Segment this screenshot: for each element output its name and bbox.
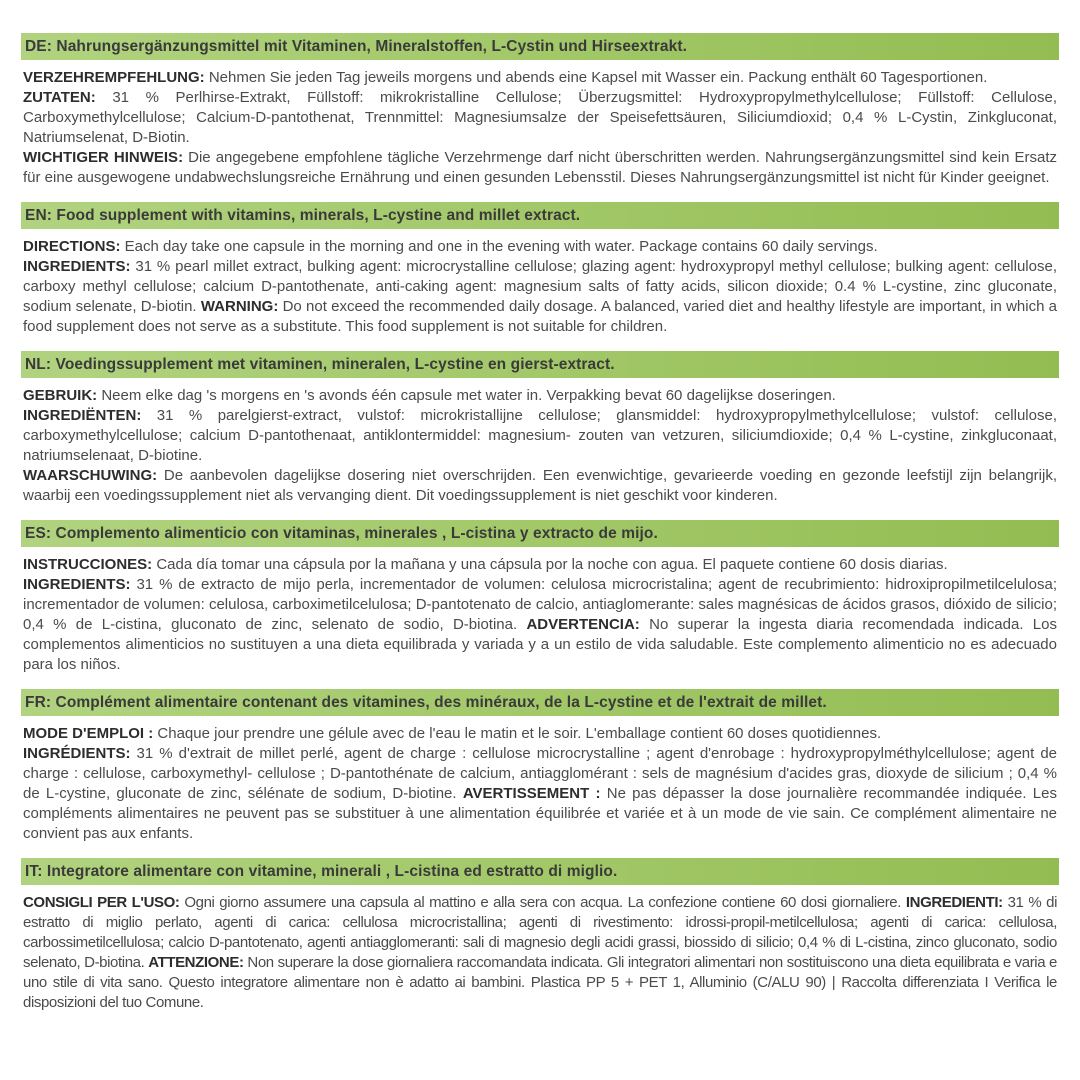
field-text: No superar la ingesta diaria recomendada indicada. Los complementos alimenticios no sustituyen a una dieta equilibrada y variada y a un estilo de vida saludable. Este complemento alimenticio no es adecuado para los niños. [23,616,1057,673]
paragraph [23,386,1057,406]
paragraph [23,68,1057,88]
field-label: VERZEHREMPFEHLUNG: [23,69,205,86]
field-text: 31 % parelgierst-extract, vulstof: microkristallijne cellulose; glansmiddel: hydroxypropylmethylcellulose; vulstof: cellulose, carboxymethylcellulose; calcium D-pantothenaat, antiklontermiddel: magnesium- zouten van vetzuren, siliciumdioxide; 0,4 % L-cystine, zinkgluconaat, natriumselenaat, D-biotine. [23,407,1057,464]
field-text: 31 % d'extrait de millet perlé, agent de charge : cellulose microcrystalline ; agent d'enrobage : hydroxypropylméthylcellulose; agent de charge : cellulose, carboxymethyl- cellulose ; D-pantothénate de calcium, antiagglomérant : sels de magnésium d'acides gras, dioxyde de silicium ; 0,4 % de L-cystine, gluconate de zinc, sélénate de sodium, D-biotine. [23,745,1057,802]
field-text: 31 % Perlhirse-Extrakt, Füllstoff: mikrokristalline Cellulose; Überzugsmittel: Hydroxypropylmethylcellulose; Füllstoff: Cellulose, Carboxymethylcellulose; Calcium-D-pantothenat, Trennmittel: Magnesiumsalze der Speisefettsäuren, Siliciumdioxid; 0,4 % L-Cystin, Zinkgluconat, Natriumselenat, D-Biotin. [23,89,1057,146]
field-label: WICHTIGER HINWEIS: [23,149,184,166]
section-body [21,386,1059,506]
field-label: INGRÉDIENTS: [23,745,131,762]
field-text: Neem elke dag 's morgens en 's avonds één capsule met water in. Verpakking bevat 60 dagelijkse doseringen. [97,387,836,404]
field-text: De aanbevolen dagelijkse dosering niet overschrijden. Een evenwichtige, gevarieerde voeding en gezonde leefstijl zijn belangrijk, waarbij een voedingssupplement niet als vervanging dient. Dit voedingssupplement is niet geschikt voor kinderen. [23,467,1057,504]
paragraph [23,724,1057,744]
section-header-bar [21,202,1059,229]
field-text: Cada día tomar una cápsula por la mañana y una cápsula por la noche con agua. El paquete contiene 60 dosis diarias. [152,556,948,573]
section-body [21,724,1059,844]
section-body [21,237,1059,337]
paragraph [23,406,1057,466]
paragraph [23,575,1057,675]
section-header-bar [21,689,1059,716]
field-label: ATTENZIONE: [148,954,244,971]
section-header-text: IT: Integratore alimentare con vitamine, minerali , L-cistina ed estratto di miglio. [25,862,618,880]
section-body [21,68,1059,188]
language-section-es [21,520,1059,675]
section-header-bar [21,858,1059,885]
language-section-nl [21,351,1059,506]
field-label: CONSIGLI PER L'USO: [23,894,180,911]
field-label: INGREDIËNTEN: [23,407,142,424]
language-section-de [21,33,1059,188]
field-text: Chaque jour prendre une gélule avec de l'eau le matin et le soir. L'emballage contient 60 doses quotidiennes. [153,725,882,742]
field-label: MODE D'EMPLOI : [23,725,154,742]
field-text: 31 % pearl millet extract, bulking agent: microcrystalline cellulose; glazing agent: hydroxypropyl methyl cellulose; bulking agent: cellulose, carboxy methyl cellulose; calcium D-pantothenate, anti-caking agent: magnesium salts of fatty acids, silicon dioxide; 0.4 % L-cystine, zinc gluconate, sodium selenate, D-biotin. [23,258,1057,315]
field-text: 31 % de extracto de mijo perla, incrementador de volumen: celulosa microcristalina; agent de recubrimiento: hidroxipropilmetilcelulosa; incrementador de volumen: celulosa, carboximetilcelulosa; D-pantotenato de calcio, antiaglomerante: sales magnésicas de ácidos grasos, dióxido de silicio; 0,4 % de L-cistina, gluconato de zinc, selenato de sodio, D-biotina. [23,576,1057,633]
paragraph [23,148,1057,188]
field-text: Do not exceed the recommended daily dosage. A balanced, varied diet and healthy lifestyle are important, in which a food supplement does not serve as a substitute. This food supplement is not suitable for children. [23,298,1058,335]
field-label: GEBRUIK: [23,387,98,404]
field-label: AVERTISSEMENT : [462,785,601,802]
paragraph [23,555,1057,575]
section-header-bar [21,520,1059,547]
field-text: 31 % di estratto di miglio perlato, agenti di carica: cellulosa microcristallina; agenti di rivestimento: idrossi-propil-metilcellulosa; agenti di carica: cellulosa, carbossimetilcellulosa; calcio D-pantotenato, agenti antiagglomeranti: sali di magnesio degli acidi grassi, biossido di silicio; 0,4 % di L-cistina, zinco gluconato, sodio selenato, D-biotina. [23,894,1058,971]
paragraph [23,466,1057,506]
paragraph [23,257,1057,337]
section-body [21,555,1059,675]
language-section-en [21,202,1059,337]
language-section-fr [21,689,1059,844]
field-label: INGREDIENTS: [23,576,131,593]
section-body [21,893,1059,1013]
field-text: Ogni giorno assumere una capsula al mattino e alla sera con acqua. La confezione contiene 60 dosi giornaliere. [179,894,906,911]
paragraph [23,893,1057,1013]
field-label: ZUTATEN: [23,89,96,106]
field-text: Ne pas dépasser la dose journalière recommandée indiquée. Les compléments alimentaires ne peuvent pas se substituer à une alimentation équilibrée et variée et à un mode de vie sain. Ce complément alimentaire ne convient pas aux enfants. [23,785,1057,842]
field-text: Each day take one capsule in the morning and one in the evening with water. Package contains 60 daily servings. [120,238,878,255]
field-label: WARNING: [200,298,279,315]
field-text: Non superare la dose giornaliera raccomandata indicata. Gli integratori alimentari non sostituiscono una dieta equilibrata e varia e uno stile di vita sano. Questo integratore alimentare non è adatto ai bambini. Plastica PP 5 + PET 1, Alluminio (C/ALU 90) | Raccolta differenziata I Verifica le disposizioni del tuo Comune. [23,954,1057,1011]
paragraph [23,744,1057,844]
section-header-bar [21,33,1059,60]
section-header-text: EN: Food supplement with vitamins, minerals, L-cystine and millet extract. [25,206,581,224]
field-label: INGREDIENTI: [905,894,1003,911]
field-label: DIRECTIONS: [23,238,121,255]
paragraph [23,88,1057,148]
field-text: Nehmen Sie jeden Tag jeweils morgens und abends eine Kapsel mit Wasser ein. Packung enthält 60 Tagesportionen. [204,69,988,86]
section-header-bar [21,351,1059,378]
section-header-text: FR: Complément alimentaire contenant des vitamines, des minéraux, de la L-cystine et de l'extrait de millet. [25,693,827,711]
section-header-text: DE: Nahrungsergänzungsmittel mit Vitaminen, Mineralstoffen, L-Cystin und Hirseextrakt. [25,37,687,55]
field-text: Die angegebene empfohlene tägliche Verzehrmenge darf nicht überschritten werden. Nahrungsergänzungsmittel sind kein Ersatz für eine ausgewogene undabwechslungsreiche Ernährung und einen gesunden Lebensstil. Dieses Nahrungsergänzungsmittel ist nicht für Kinder geeignet. [23,149,1057,186]
field-label: INSTRUCCIONES: [23,556,153,573]
section-header-text: NL: Voedingssupplement met vitaminen, mineralen, L-cystine en gierst-extract. [25,355,615,373]
field-label: ADVERTENCIA: [526,616,640,633]
language-section-it [21,858,1059,1013]
field-label: INGREDIENTS: [23,258,131,275]
field-label: WAARSCHUWING: [23,467,158,484]
section-header-text: ES: Complemento alimenticio con vitaminas, minerales , L-cistina y extracto de mijo. [25,524,658,542]
paragraph [23,237,1057,257]
